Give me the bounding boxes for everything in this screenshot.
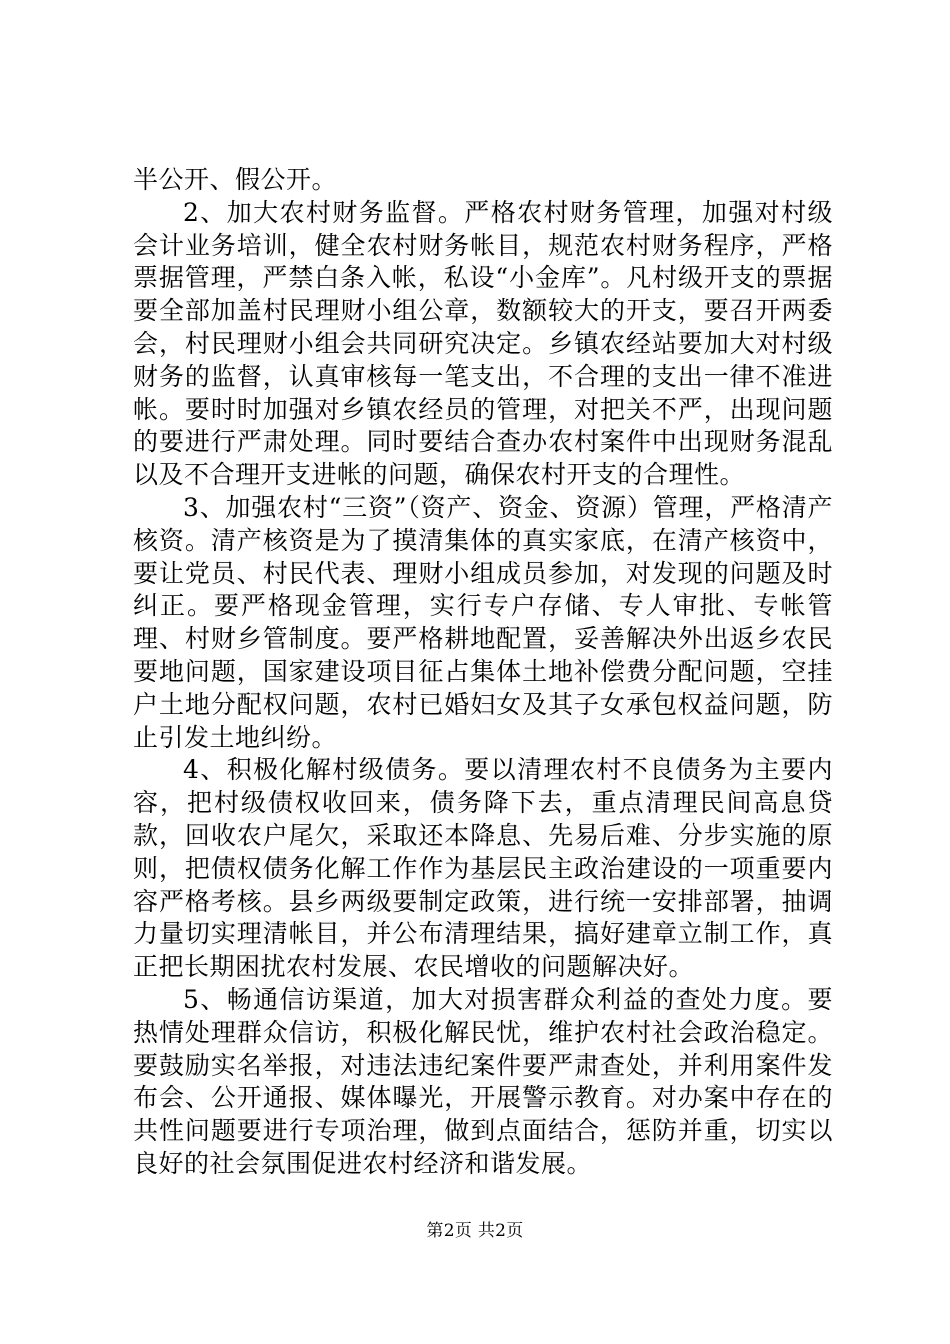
- document-body: [133, 164, 833, 1181]
- paragraph-village-debt: 4、积极化解村级债务。要以清理农村不良债务为主要内容，把村级债权收回来，债务降下去，重点清理民间高息贷款，回收农户尾欠，采取还本降息、先易后难、分步实施的原则，把债权债务化解工作作为基层民主政治建设的一项重要内容严格考核。县乡两级要制定政策，进行统一安排部署，抽调力量切实理清帐目，并公布清理结果，搞好建章立制工作，真正把长期困扰农村发展、农民增收的问题解决好。: [133, 755, 833, 982]
- paragraph-three-assets-management: 3、加强农村“三资”（资产、资金、资源）管理，严格清产核资。清产核资是为了摸清集体的真实家底，在清产核资中，要让党员、村民代表、理财小组成员参加，对发现的问题及时纠正。要严格现金管理，实行专户存储、专人审批、专帐管理、村财乡管制度。要严格耕地配置，妥善解决外出返乡农民要地问题，国家建设项目征占集体土地补偿费分配问题，空挂户土地分配权问题，农村已婚妇女及其子女承包权益问题，防止引发土地纠纷。: [133, 492, 833, 752]
- paragraph-finance-supervision: 2、加大农村财务监督。严格农村财务管理，加强对村级会计业务培训，健全农村财务帐目，规范农村财务程序，严格票据管理，严禁白条入帐，私设“小金库”。凡村级开支的票据要全部加盖村民理财小组公章，数额较大的开支，要召开两委会，村民理财小组会共同研究决定。乡镇农经站要加大对村级财务的监督，认真审核每一笔支出，不合理的支出一律不准进帐。要时时加强对乡镇农经员的管理，对把关不严，出现问题的要进行严肃处理。同时要结合查办农村案件中出现财务混乱以及不合理开支进帐的问题，确保农村开支的合理性。: [133, 197, 833, 490]
- paragraph-continuation: 半公开、假公开。: [133, 165, 338, 194]
- paragraph-petition-channels: 5、畅通信访渠道，加大对损害群众利益的查处力度。要热情处理群众信访，积极化解民忧，维护农村社会政治稳定。要鼓励实名举报，对违法违纪案件要严肃查处，并利用案件发布会、公开通报、媒体曝光，开展警示教育。对办案中存在的共性问题要进行专项治理，做到点面结合，惩防并重，切实以良好的社会氛围促进农村经济和谐发展。: [133, 984, 833, 1178]
- page-number-footer: 第2页 共2页: [426, 1221, 524, 1241]
